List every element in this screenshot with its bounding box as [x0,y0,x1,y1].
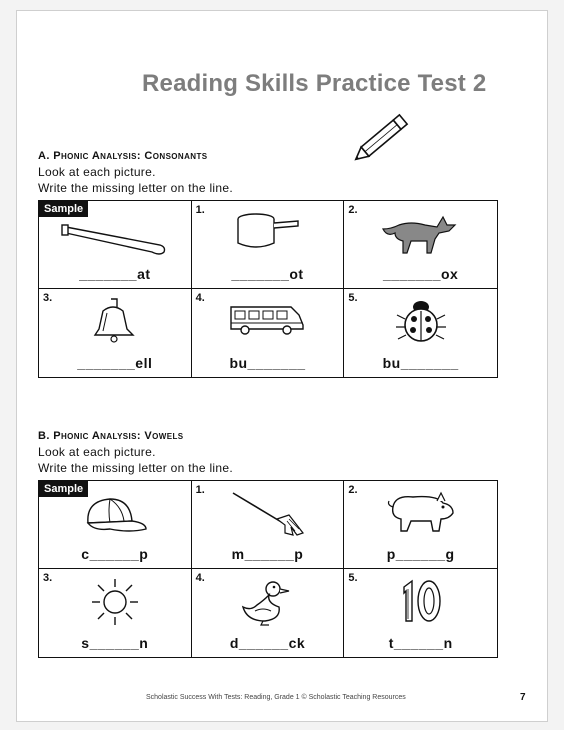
missing-letter-word: d______ck [229,635,306,651]
section-a-item [192,201,345,289]
missing-letter-word: c______p [81,546,149,562]
pot-icon [232,209,302,251]
item-number: 1. [195,484,205,496]
missing-letter-word: _______ot [231,266,304,282]
missing-letter-word: bu_______ [229,355,306,371]
missing-letter-word: _______at [79,266,151,282]
section-b-item [344,481,497,569]
section-a-heading: A. Phonic Analysis: Consonants [38,150,208,162]
section-a-item [344,201,497,289]
page-number: 7 [520,692,526,703]
section-b-item [192,569,345,657]
sample-label: Sample [39,201,88,217]
duck-icon [237,577,297,627]
missing-letter-word: t______n [388,635,453,651]
section-a-instruction-1: Look at each picture. [38,165,156,179]
section-b-item [39,569,192,657]
ten-icon [396,577,446,627]
section-b-item [192,481,345,569]
mop-icon [227,489,307,537]
bell-icon [85,297,145,345]
missing-letter-word: bu_______ [382,355,459,371]
section-b-instruction-2: Write the missing letter on the line. [38,461,233,475]
fox-icon [381,209,461,255]
section-b-item [344,569,497,657]
footer-credit: Scholastic Success With Tests: Reading, Grade 1 © Scholastic Teaching Resources [146,694,406,701]
missing-letter-word: p______g [386,546,455,562]
item-number: 4. [195,572,205,584]
section-a-item [192,289,345,377]
item-number: 5. [348,292,358,304]
item-number: 5. [348,572,358,584]
item-number: 2. [348,204,358,216]
ladybug-icon [393,297,449,345]
section-a-item [344,289,497,377]
pig-icon [383,489,459,535]
section-b-instruction-1: Look at each picture. [38,445,156,459]
item-number: 3. [43,572,53,584]
item-number: 3. [43,292,53,304]
missing-letter-word: m______p [231,546,304,562]
sun-icon [89,577,141,627]
section-b-item [39,481,192,569]
section-b-heading: B. Phonic Analysis: Vowels [38,430,184,442]
baseball-bat-icon [60,219,170,259]
item-number: 4. [195,292,205,304]
missing-letter-word: _______ox [382,266,459,282]
missing-letter-word: s______n [81,635,149,651]
section-a-item [39,201,192,289]
section-a-item [39,289,192,377]
bus-icon [227,301,307,335]
sample-label: Sample [39,481,88,497]
section-b-grid [38,480,498,658]
section-a-grid [38,200,498,378]
section-a-instruction-2: Write the missing letter on the line. [38,181,233,195]
cap-icon [80,493,150,537]
missing-letter-word: _______ell [77,355,153,371]
item-number: 1. [195,204,205,216]
pencil-icon [352,108,416,166]
item-number: 2. [348,484,358,496]
page-title: Reading Skills Practice Test 2 [142,70,487,97]
